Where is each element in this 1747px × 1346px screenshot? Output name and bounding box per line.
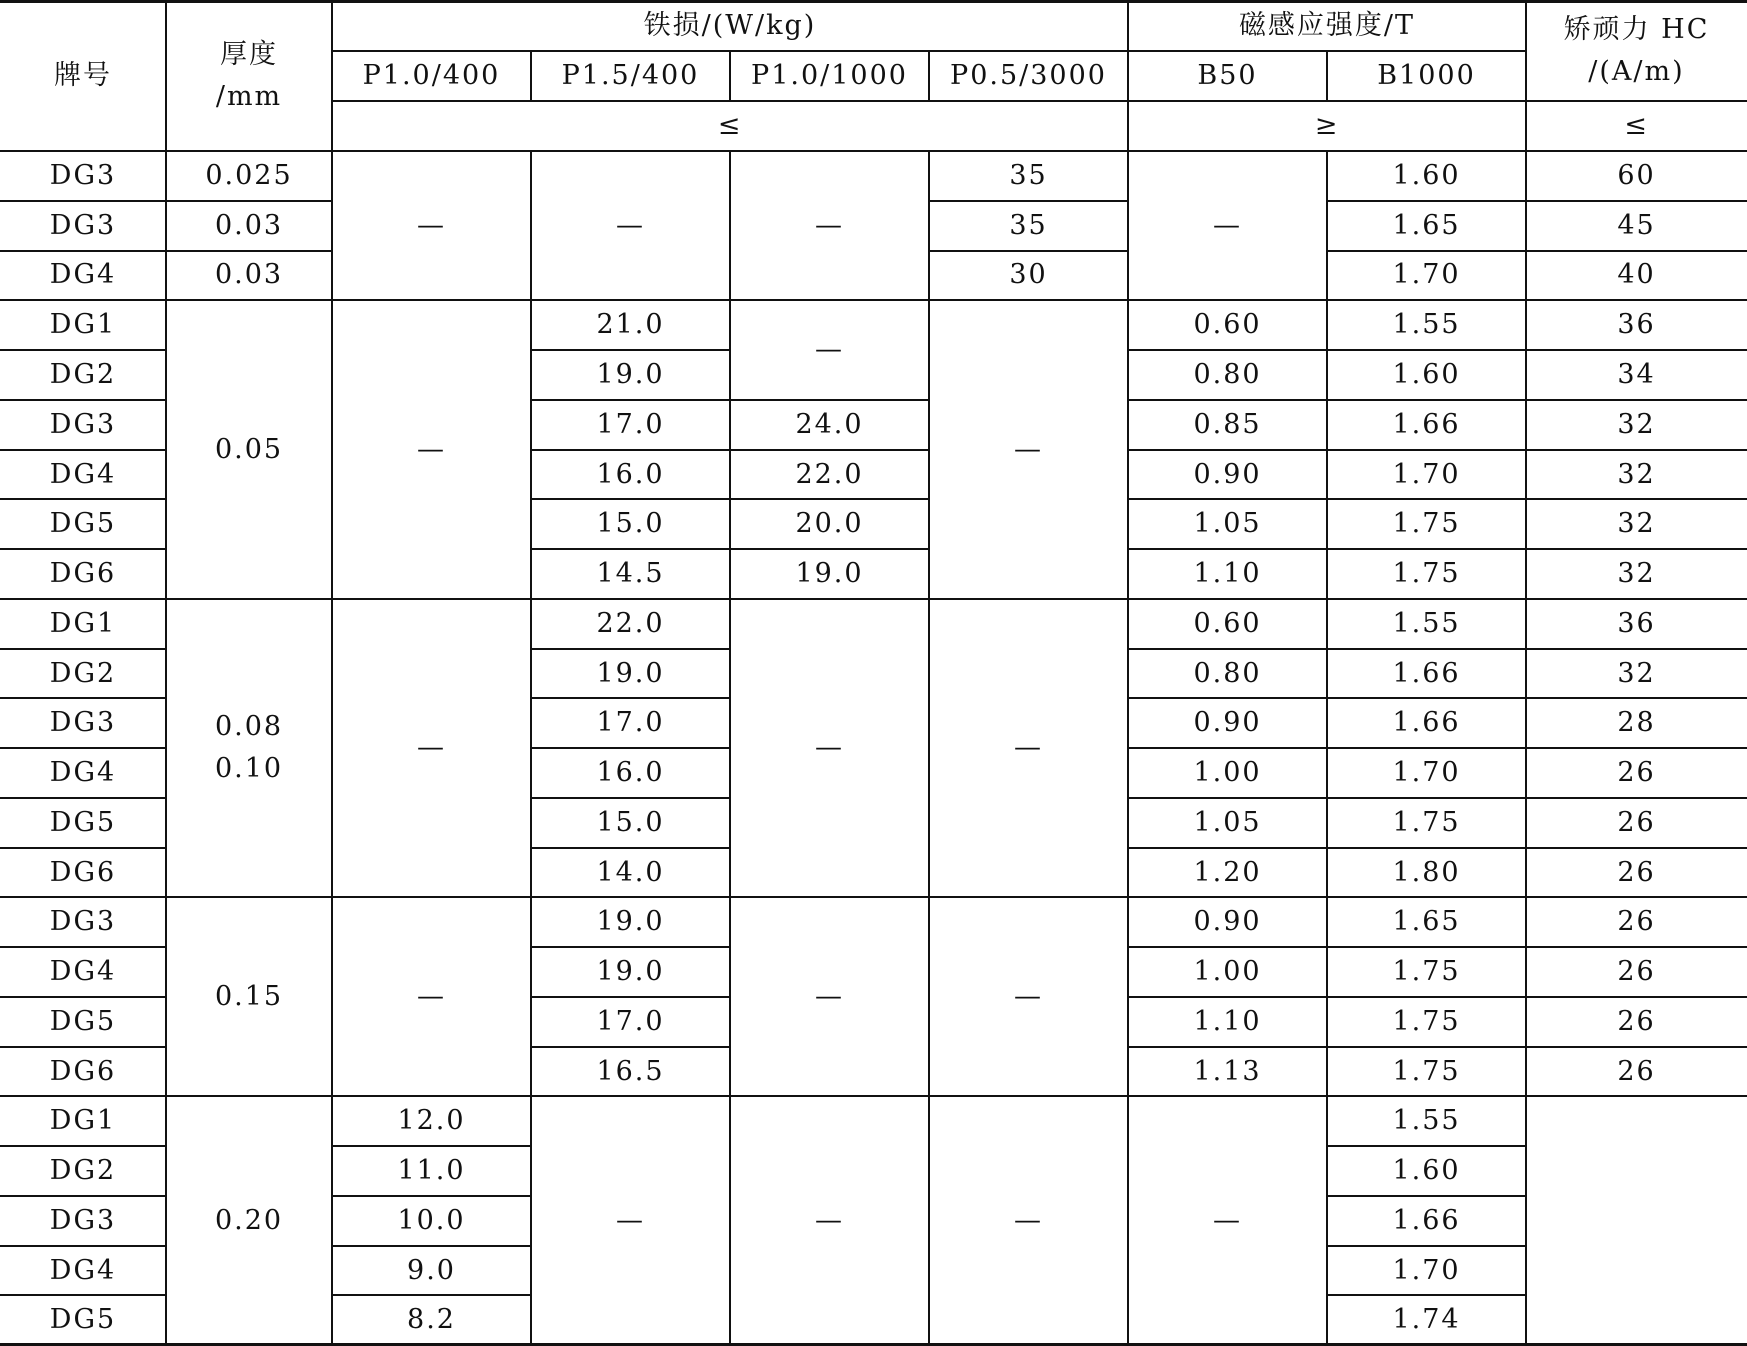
table-cell-merged: — (1213, 1204, 1242, 1236)
row-rule (0, 250, 166, 252)
header-coercivity: 矫顽力 HC /(A/m) (1563, 13, 1710, 87)
row-rule (531, 598, 730, 600)
table-cell: 35 (1009, 209, 1048, 241)
header-iron-loss-col: P0.5/3000 (950, 60, 1107, 92)
row-rule (332, 299, 531, 301)
table-cell: 1.75 (1392, 558, 1461, 590)
row-rule (1327, 648, 1526, 650)
row-rule (332, 1245, 531, 1247)
row-rule (531, 996, 730, 998)
table-cell: 22.0 (596, 607, 665, 639)
row-rule (0, 648, 166, 650)
row-rule (1128, 747, 1327, 749)
row-rule (1128, 498, 1327, 500)
row-rule (166, 1095, 332, 1097)
row-rule (1128, 1046, 1327, 1048)
row-rule (531, 449, 730, 451)
row-rule (531, 299, 730, 301)
row-rule (1327, 548, 1526, 550)
table-cell-merged: — (1014, 1204, 1043, 1236)
row-rule (166, 200, 332, 202)
header-induction-col: B1000 (1377, 60, 1476, 92)
table-cell: 0.60 (1193, 607, 1262, 639)
column-rule (928, 51, 930, 101)
table-cell-thickness: 0.025 (205, 159, 293, 191)
row-rule (531, 946, 730, 948)
column-rule (530, 51, 532, 101)
column-rule (1127, 0, 1129, 1346)
row-rule (0, 996, 166, 998)
table-cell: 45 (1617, 209, 1656, 241)
table-cell-merged: — (616, 1204, 645, 1236)
table-cell: 34 (1617, 358, 1656, 390)
table-cell: 26 (1617, 1005, 1656, 1037)
table-cell: 1.60 (1392, 358, 1461, 390)
table-cell: 1.75 (1392, 1005, 1461, 1037)
header-thickness: 厚度 /mm (215, 38, 283, 112)
row-rule (0, 449, 166, 451)
row-rule (730, 1095, 929, 1097)
column-rule (331, 0, 333, 1346)
row-rule (166, 896, 332, 898)
table-cell: 1.70 (1392, 259, 1461, 291)
row-rule (1526, 1095, 1747, 1097)
table-cell: 26 (1617, 856, 1656, 888)
row-rule (1128, 449, 1327, 451)
row-rule (1526, 996, 1747, 998)
row-rule (1128, 1095, 1327, 1097)
table-cell: 10.0 (397, 1204, 466, 1236)
table-cell: 1.65 (1392, 209, 1461, 241)
row-rule (166, 598, 332, 600)
limit-induction: ≥ (1314, 110, 1340, 142)
row-rule (0, 697, 166, 699)
row-rule (0, 1145, 166, 1147)
column-rule (165, 0, 167, 1346)
table-top-rule (0, 0, 1747, 3)
table-cell: 26 (1617, 1055, 1656, 1087)
table-cell-merged: — (616, 209, 645, 241)
row-rule (730, 399, 929, 401)
row-rule (0, 1195, 166, 1197)
row-rule (1327, 697, 1526, 699)
row-rule (1526, 548, 1747, 550)
table-cell: 32 (1617, 558, 1656, 590)
row-rule (0, 598, 166, 600)
table-cell: 22.0 (795, 458, 864, 490)
row-rule (531, 747, 730, 749)
row-rule (0, 548, 166, 550)
table-cell: 32 (1617, 458, 1656, 490)
row-rule (1327, 1195, 1526, 1197)
table-cell: 36 (1617, 607, 1656, 639)
table-cell-brand: DG3 (49, 906, 117, 938)
table-cell-brand: DG3 (49, 408, 117, 440)
table-cell-brand: DG4 (49, 259, 117, 291)
row-rule (0, 747, 166, 749)
table-cell: 1.65 (1392, 906, 1461, 938)
row-rule (531, 797, 730, 799)
row-rule (0, 299, 166, 301)
header-iron-loss-col: P1.0/400 (362, 60, 501, 92)
table-cell-brand: DG4 (49, 956, 117, 988)
row-rule (1128, 797, 1327, 799)
column-rule (729, 51, 731, 101)
table-cell: 35 (1009, 159, 1048, 191)
row-rule (166, 299, 332, 301)
table-cell: 19.0 (596, 956, 665, 988)
row-rule (1128, 946, 1327, 948)
header-iron-loss-col: P1.5/400 (561, 60, 700, 92)
table-cell: 11.0 (397, 1155, 466, 1187)
row-rule (332, 1195, 531, 1197)
row-rule (0, 349, 166, 351)
row-rule (1526, 200, 1747, 202)
column-rule (1525, 0, 1527, 1346)
table-cell-merged (1526, 1096, 1747, 1345)
table-cell: 1.10 (1193, 558, 1262, 590)
table-cell-merged: — (417, 433, 446, 465)
table-cell: 0.90 (1193, 906, 1262, 938)
table-cell: 1.70 (1392, 458, 1461, 490)
table-cell: 1.75 (1392, 1055, 1461, 1087)
row-rule (1526, 598, 1747, 600)
row-rule (1327, 1095, 1526, 1097)
row-rule (1128, 598, 1327, 600)
row-rule (1526, 747, 1747, 749)
table-cell: 1.13 (1193, 1055, 1262, 1087)
table-cell: 1.75 (1392, 956, 1461, 988)
table-cell-merged: 0.08 0.10 (214, 711, 284, 785)
row-rule (1128, 996, 1327, 998)
table-cell-thickness: 0.03 (214, 259, 284, 291)
table-cell: 0.80 (1193, 358, 1262, 390)
row-rule (730, 449, 929, 451)
row-rule (332, 1095, 531, 1097)
table-cell-merged: — (815, 732, 844, 764)
table-cell: 0.90 (1193, 707, 1262, 739)
row-rule (0, 498, 166, 500)
table-cell: 15.0 (596, 508, 665, 540)
row-rule (1327, 747, 1526, 749)
row-rule (0, 896, 166, 898)
table-cell-merged: — (1014, 433, 1043, 465)
table-cell: 1.66 (1392, 408, 1461, 440)
table-cell-brand: DG1 (49, 607, 117, 639)
table-cell: 1.00 (1193, 757, 1262, 789)
row-rule (730, 896, 929, 898)
table-cell: 1.55 (1392, 309, 1461, 341)
row-rule (1128, 349, 1327, 351)
row-rule (1327, 299, 1526, 301)
row-rule (1327, 1294, 1526, 1296)
table-cell-merged: — (1014, 732, 1043, 764)
row-rule (531, 399, 730, 401)
row-rule (1327, 598, 1526, 600)
table-cell-merged: — (815, 980, 844, 1012)
row-rule (332, 1294, 531, 1296)
table-cell: 14.0 (596, 856, 665, 888)
table-cell: 0.85 (1193, 408, 1262, 440)
row-rule (0, 1294, 166, 1296)
table-cell: 0.80 (1193, 657, 1262, 689)
column-rule (729, 151, 731, 1346)
row-rule (1327, 250, 1526, 252)
table-cell: 9.0 (407, 1254, 456, 1286)
row-rule (929, 200, 1128, 202)
row-rule (1128, 648, 1327, 650)
row-rule (531, 896, 730, 898)
row-rule (0, 797, 166, 799)
table-cell: 1.60 (1392, 159, 1461, 191)
row-rule (1327, 449, 1526, 451)
table-cell-merged: 0.05 (214, 433, 284, 465)
header-iron-loss-col: P1.0/1000 (751, 60, 908, 92)
table-cell: 24.0 (795, 408, 864, 440)
limit-iron-loss: ≤ (717, 110, 743, 142)
table-cell: 1.10 (1193, 1005, 1262, 1037)
row-rule (1128, 896, 1327, 898)
row-rule (0, 200, 166, 202)
row-rule (1526, 946, 1747, 948)
table-cell: 1.75 (1392, 508, 1461, 540)
table-cell: 1.60 (1392, 1155, 1461, 1187)
header-induction-col: B50 (1197, 60, 1258, 92)
row-rule (929, 1095, 1128, 1097)
table-cell: 1.05 (1193, 508, 1262, 540)
table-cell-merged: — (815, 209, 844, 241)
table-cell: 1.20 (1193, 856, 1262, 888)
table-cell: 0.90 (1193, 458, 1262, 490)
header-rule (1526, 100, 1747, 102)
row-rule (0, 399, 166, 401)
table-cell: 1.80 (1392, 856, 1461, 888)
row-rule (332, 598, 531, 600)
row-rule (929, 896, 1128, 898)
table-cell: 26 (1617, 806, 1656, 838)
row-rule (1327, 946, 1526, 948)
table-cell: 17.0 (596, 408, 665, 440)
row-rule (1526, 299, 1747, 301)
row-rule (730, 548, 929, 550)
row-rule (332, 896, 531, 898)
column-rule (1326, 51, 1328, 101)
table-cell-brand: DG2 (49, 1155, 117, 1187)
table-cell: 1.55 (1392, 607, 1461, 639)
table-cell-brand: DG5 (49, 508, 117, 540)
table-cell-merged: — (417, 732, 446, 764)
table-cell: 19.0 (596, 358, 665, 390)
table-cell: 15.0 (596, 806, 665, 838)
table-cell: 20.0 (795, 508, 864, 540)
row-rule (0, 1245, 166, 1247)
column-rule (1326, 151, 1328, 1346)
row-rule (1526, 349, 1747, 351)
table-cell: 14.5 (596, 558, 665, 590)
limit-coercivity: ≤ (1624, 110, 1649, 142)
table-cell: 26 (1617, 757, 1656, 789)
row-rule (1526, 250, 1747, 252)
table-cell-merged: — (1014, 980, 1043, 1012)
row-rule (0, 1046, 166, 1048)
table-cell-merged: 0.15 (214, 980, 284, 1012)
row-rule (531, 548, 730, 550)
table-cell: 17.0 (596, 707, 665, 739)
row-rule (1526, 697, 1747, 699)
row-rule (1128, 548, 1327, 550)
row-rule (1327, 1046, 1526, 1048)
table-cell-brand: DG2 (49, 358, 117, 390)
row-rule (730, 299, 929, 301)
row-rule (531, 697, 730, 699)
row-rule (929, 299, 1128, 301)
row-rule (531, 847, 730, 849)
row-rule (730, 498, 929, 500)
table-cell-merged: — (417, 980, 446, 1012)
table-cell: 1.66 (1392, 657, 1461, 689)
table-cell: 19.0 (795, 558, 864, 590)
table-cell-brand: DG3 (49, 1204, 117, 1236)
table-cell: 32 (1617, 508, 1656, 540)
table-cell: 1.05 (1193, 806, 1262, 838)
row-rule (1526, 896, 1747, 898)
row-rule (1327, 200, 1526, 202)
table-cell: 16.0 (596, 458, 665, 490)
table-cell-brand: DG4 (49, 458, 117, 490)
row-rule (1526, 498, 1747, 500)
row-rule (0, 946, 166, 948)
table-cell-merged: — (815, 334, 844, 366)
table-cell-merged: — (1213, 209, 1242, 241)
table-cell: 19.0 (596, 906, 665, 938)
column-rule (928, 151, 930, 1346)
table-cell: 1.66 (1392, 1204, 1461, 1236)
row-rule (929, 250, 1128, 252)
row-rule (1327, 1245, 1526, 1247)
row-rule (1327, 498, 1526, 500)
row-rule (0, 1095, 166, 1097)
table-cell-merged: — (815, 1204, 844, 1236)
header-induction: 磁感应强度/T (1238, 9, 1416, 41)
table-cell-brand: DG2 (49, 657, 117, 689)
row-rule (929, 598, 1128, 600)
row-rule (1327, 996, 1526, 998)
row-rule (1327, 1145, 1526, 1147)
table-cell: 60 (1617, 159, 1656, 191)
table-cell: 8.2 (407, 1304, 456, 1336)
table-cell: 16.0 (596, 757, 665, 789)
table-cell: 16.5 (596, 1055, 665, 1087)
table-cell: 36 (1617, 309, 1656, 341)
header-iron-loss: 铁损/(W/kg) (643, 9, 817, 41)
row-rule (531, 349, 730, 351)
table-cell: 21.0 (596, 309, 665, 341)
table-cell-brand: DG6 (49, 856, 117, 888)
table-cell-brand: DG3 (49, 159, 117, 191)
table-cell-merged: 0.20 (214, 1204, 284, 1236)
row-rule (1526, 399, 1747, 401)
table-cell: 1.00 (1193, 956, 1262, 988)
table-cell-brand: DG3 (49, 707, 117, 739)
row-rule (1128, 697, 1327, 699)
row-rule (1128, 399, 1327, 401)
table-cell: 30 (1009, 259, 1048, 291)
row-rule (531, 498, 730, 500)
table-cell: 1.74 (1392, 1304, 1461, 1336)
header-brand: 牌号 (54, 59, 112, 91)
column-rule (530, 151, 532, 1346)
row-rule (1327, 399, 1526, 401)
header-bottom-rule (0, 150, 1747, 152)
row-rule (1526, 1046, 1747, 1048)
row-rule (1526, 449, 1747, 451)
table-cell-brand: DG1 (49, 1105, 117, 1137)
table-cell: 12.0 (397, 1105, 466, 1137)
table-cell: 1.70 (1392, 1254, 1461, 1286)
row-rule (1128, 847, 1327, 849)
table-cell-brand: DG5 (49, 1005, 117, 1037)
table-cell: 26 (1617, 906, 1656, 938)
table-cell-brand: DG1 (49, 309, 117, 341)
table-cell: 19.0 (596, 657, 665, 689)
row-rule (1327, 847, 1526, 849)
row-rule (332, 1145, 531, 1147)
table-cell-brand: DG4 (49, 1254, 117, 1286)
table-cell: 1.75 (1392, 806, 1461, 838)
row-rule (166, 250, 332, 252)
table-cell: 1.70 (1392, 757, 1461, 789)
table-cell: 32 (1617, 408, 1656, 440)
row-rule (1526, 648, 1747, 650)
table-cell-brand: DG4 (49, 757, 117, 789)
table-cell: 0.60 (1193, 309, 1262, 341)
row-rule (1327, 349, 1526, 351)
row-rule (730, 598, 929, 600)
row-rule (1128, 299, 1327, 301)
table-cell-thickness: 0.03 (214, 209, 284, 241)
table-cell: 1.55 (1392, 1105, 1461, 1137)
table-cell-brand: DG6 (49, 558, 117, 590)
row-rule (531, 1095, 730, 1097)
table-cell-merged: — (417, 209, 446, 241)
table-cell: 28 (1617, 707, 1656, 739)
row-rule (531, 1046, 730, 1048)
table-cell-brand: DG6 (49, 1055, 117, 1087)
table-cell: 26 (1617, 956, 1656, 988)
table-cell: 1.66 (1392, 707, 1461, 739)
table-cell-brand: DG3 (49, 209, 117, 241)
table-cell-brand: DG5 (49, 806, 117, 838)
table-cell: 32 (1617, 657, 1656, 689)
table-cell-brand: DG5 (49, 1304, 117, 1336)
row-rule (1526, 847, 1747, 849)
row-rule (1327, 797, 1526, 799)
row-rule (531, 648, 730, 650)
table-cell: 40 (1617, 259, 1656, 291)
table-cell: 17.0 (596, 1005, 665, 1037)
row-rule (1327, 896, 1526, 898)
row-rule (1526, 797, 1747, 799)
row-rule (0, 847, 166, 849)
